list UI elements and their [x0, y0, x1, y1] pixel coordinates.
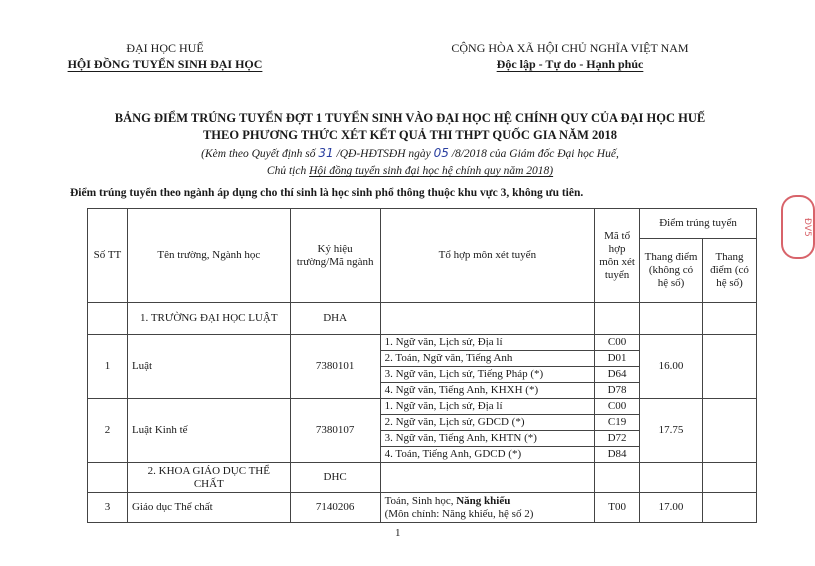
issuer-block — [60, 40, 270, 72]
combo-text — [380, 493, 595, 523]
major-score: 17.00 — [640, 493, 703, 523]
decision-code: /QĐ-HĐTSĐH ngày — [336, 148, 431, 160]
combo-text: 3. Ngữ văn, Lịch sử, Tiếng Pháp (*) — [380, 367, 595, 383]
table-row — [88, 399, 757, 415]
issuer-org: ĐẠI HỌC HUẾ — [126, 41, 204, 55]
combo-text: 2. Toán, Ngữ văn, Tiếng Anh — [380, 351, 595, 367]
table-header-row — [88, 209, 757, 239]
nation-motto: Độc lập - Tự do - Hạnh phúc — [496, 57, 644, 71]
major-score: 16.00 — [640, 335, 703, 399]
decision-line-2 — [60, 163, 760, 180]
major-code: 7380107 — [290, 399, 380, 463]
school-row — [88, 303, 757, 335]
major-stt: 3 — [88, 493, 128, 523]
header-scale-yes: Thang điểm (có hệ số) — [703, 239, 757, 303]
red-stamp: ĐV5 — [781, 195, 815, 259]
school-name: 2. KHOA GIÁO DỤC THỂ CHẤT — [127, 463, 290, 493]
title-line-2: THEO PHƯƠNG THỨC XÉT KẾT QUẢ THI THPT QUỐC GIA NĂM 2018 — [202, 128, 618, 142]
combo-aptitude: Năng khiếu — [456, 494, 511, 507]
major-code: 7140206 — [290, 493, 380, 523]
nation-block — [420, 40, 720, 72]
school-code: DHA — [290, 303, 380, 335]
decision-reference — [60, 145, 760, 180]
combo-text: 1. Ngữ văn, Lịch sử, Địa lí — [380, 399, 595, 415]
school-name: 1. TRƯỜNG ĐẠI HỌC LUẬT — [127, 303, 290, 335]
combo-code: D01 — [595, 351, 640, 367]
major-code: 7380101 — [290, 335, 380, 399]
table-row — [88, 335, 757, 351]
header-name: Tên trường, Ngành học — [127, 209, 290, 303]
school-row — [88, 463, 757, 493]
header-stt: Số TT — [88, 209, 128, 303]
combo-code: C19 — [595, 415, 640, 431]
combo-code: D84 — [595, 447, 640, 463]
major-name: Luật Kinh tế — [127, 399, 290, 463]
combo-text: 4. Toán, Tiếng Anh, GDCD (*) — [380, 447, 595, 463]
combo-code: D78 — [595, 383, 640, 399]
major-score: 17.75 — [640, 399, 703, 463]
major-stt: 2 — [88, 399, 128, 463]
decision-day: 05 — [433, 146, 449, 160]
title-line-1: BẢNG ĐIỂM TRÚNG TUYỂN ĐỢT 1 TUYỂN SINH VÀO ĐẠI HỌC HỆ CHÍNH QUY CỦA ĐẠI HỌC HUẾ — [114, 111, 706, 125]
combo-text: 2. Ngữ văn, Lịch sử, GDCD (*) — [380, 415, 595, 431]
header-combo-code: Mã tổ hợp môn xét tuyển — [595, 209, 640, 303]
combo-note: (Môn chính: Năng khiếu, hệ số 2) — [384, 507, 534, 520]
decision-prefix: (Kèm theo Quyết định số — [201, 148, 316, 160]
combo-text: 1. Ngữ văn, Lịch sử, Địa lí — [380, 335, 595, 351]
page-number: 1 — [395, 527, 401, 539]
nation-name: CỘNG HÒA XÃ HỘI CHỦ NGHĨA VIỆT NAM — [451, 41, 689, 55]
score-note: Điểm trúng tuyển theo ngành áp dụng cho thí sinh là học sinh phổ thông thuộc khu vực 3, không ưu tiên. — [70, 187, 584, 199]
school-code: DHC — [290, 463, 380, 493]
combo-code: C00 — [595, 399, 640, 415]
decision-rest: /8/2018 của Giám đốc Đại học Huế, — [451, 148, 619, 160]
decision-line2-council: Hội đồng tuyển sinh đại học hệ chính quy năm 2018) — [309, 165, 554, 177]
header-combo: Tổ hợp môn xét tuyển — [380, 209, 595, 303]
combo-code: D72 — [595, 431, 640, 447]
document-title — [60, 110, 760, 144]
score-table — [87, 208, 757, 523]
major-name: Giáo dục Thể chất — [127, 493, 290, 523]
major-stt: 1 — [88, 335, 128, 399]
decision-line-1 — [60, 145, 760, 163]
decision-line2-pre: Chủ tịch — [266, 165, 307, 177]
combo-code: T00 — [595, 493, 640, 523]
combo-text: 4. Ngữ văn, Tiếng Anh, KHXH (*) — [380, 383, 595, 399]
combo-code: D64 — [595, 367, 640, 383]
decision-number: 31 — [318, 146, 334, 160]
header-scale-no: Thang điểm (không có hệ số) — [640, 239, 703, 303]
combo-code: C00 — [595, 335, 640, 351]
major-name: Luật — [127, 335, 290, 399]
header-score: Điểm trúng tuyển — [640, 209, 757, 239]
header-code: Ký hiệu trường/Mã ngành — [290, 209, 380, 303]
table-row — [88, 493, 757, 523]
issuer-council: HỘI ĐỒNG TUYỂN SINH ĐẠI HỌC — [67, 57, 263, 71]
combo-text: 3. Ngữ văn, Tiếng Anh, KHTN (*) — [380, 431, 595, 447]
combo-subjects: Toán, Sinh học, — [384, 494, 454, 507]
